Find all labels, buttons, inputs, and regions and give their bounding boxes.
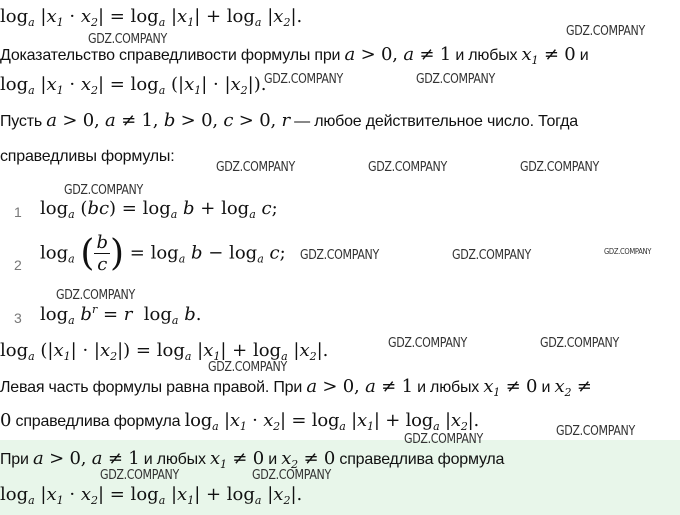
conclusion-line-1: Левая часть формулы равна правой. При a > 0, a ≠ 1 и любых $x_1 \ne 0$ и $x_2$ ≠	[0, 376, 592, 399]
formula-list-2: $\log_a$ ( $\frac{b}{c}$ ) = $\log_a b - \log_a c$;	[40, 232, 286, 275]
valid-formulas-label: справедливы формулы:	[0, 148, 175, 165]
formula-log-abs-product: $\log_a |x_1 \cdot x_2| = \log_a (|x_1| \cdot |x_2|)$.	[0, 74, 267, 97]
watermark: GDZ.COMPANY	[264, 72, 343, 87]
watermark: GDZ.COMPANY	[368, 160, 447, 175]
watermark: GDZ.COMPANY	[452, 248, 531, 263]
formula-log-product: $\log_a |x_1 \cdot x_2| = \log_a |x_1| + \log_a |x_2|$.	[0, 6, 303, 29]
watermark: GDZ.COMPANY	[216, 160, 295, 175]
proof-heading: Доказательство справедливости формулы при a > 0, a ≠ 1 и любых $x_1 \ne 0$ и	[0, 44, 589, 67]
list-number-2: 2	[14, 257, 22, 273]
conclusion-line-2: 0 справедлива формула $\log_a |x_1 \cdot x_2| = \log_a |x_1| + \log_a |x_2|$.	[0, 410, 480, 433]
watermark: GDZ.COMPANY	[540, 336, 619, 351]
watermark: GDZ.COMPANY	[566, 24, 645, 39]
watermark: GDZ.COMPANY	[300, 248, 379, 263]
watermark: GDZ.COMPANY	[100, 468, 179, 483]
watermark: GDZ.COMPANY	[416, 72, 495, 87]
final-line-1: При a > 0, a ≠ 1 и любых $x_1 \ne 0$ и $x_2 \ne 0$ справедлива формула	[0, 448, 505, 471]
list-number-1: 1	[14, 204, 22, 220]
watermark: GDZ.COMPANY	[388, 336, 467, 351]
watermark: GDZ.COMPANY	[56, 288, 135, 303]
watermark: GDZ.COMPANY	[404, 432, 483, 447]
list-number-3: 3	[14, 310, 22, 326]
watermark: GDZ.COMPANY	[556, 424, 635, 439]
formula-log-abs-product-2: $\log_a (|x_1| \cdot |x_2|) = \log_a |x_1| + \log_a |x_2|$.	[0, 340, 329, 363]
watermark: GDZ.COMPANY	[64, 183, 143, 198]
watermark: GDZ.COMPANY	[252, 468, 331, 483]
watermark: GDZ.COMPANY	[604, 247, 652, 256]
watermark: GDZ.COMPANY	[208, 360, 287, 375]
formula-list-3: $\log_a b^r = r$ $\log_a b$.	[40, 303, 202, 327]
let-statement: Пусть a > 0, a ≠ 1, b > 0, c > 0, r — любое действительное число. Тогда	[0, 110, 578, 131]
watermark: GDZ.COMPANY	[520, 160, 599, 175]
formula-list-1: $\log_a (bc) = \log_a b + \log_a c$;	[40, 198, 278, 221]
watermark: GDZ.COMPANY	[88, 32, 167, 47]
final-formula: $\log_a |x_1 \cdot x_2| = \log_a |x_1| + \log_a |x_2|$.	[0, 484, 303, 507]
